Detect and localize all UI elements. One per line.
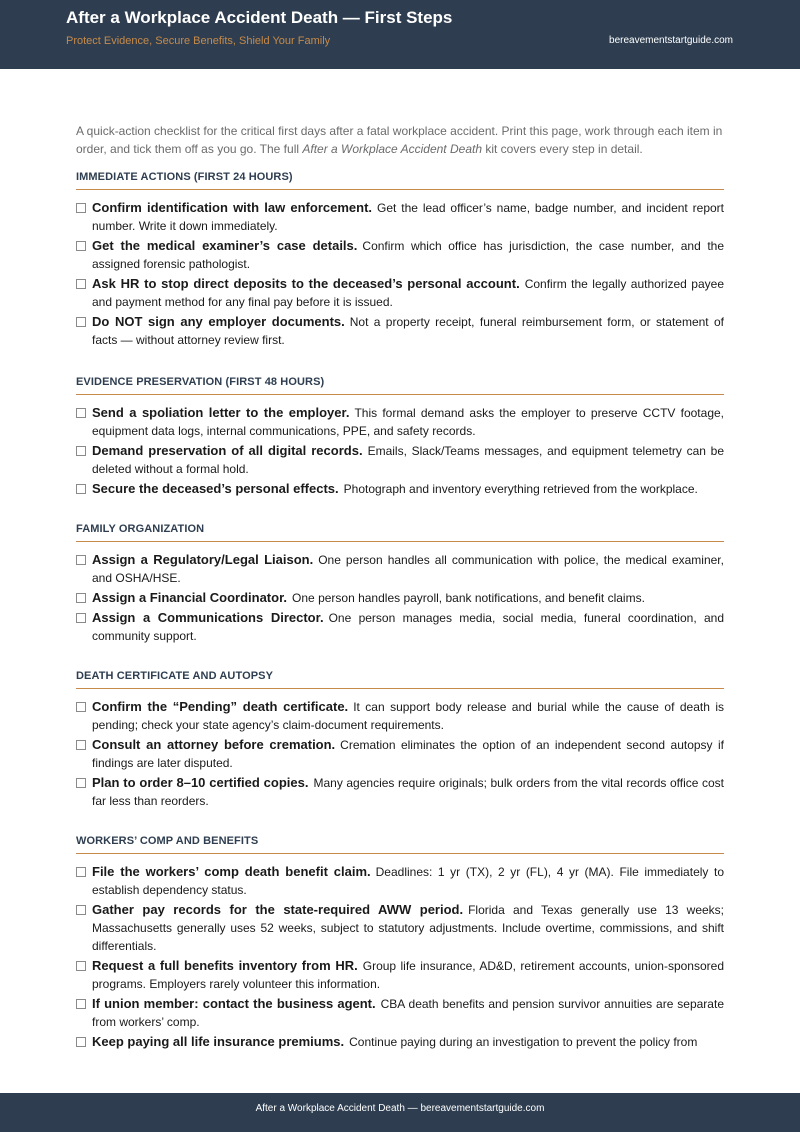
checklist-item-text (92, 609, 724, 645)
checklist-item-text (92, 237, 724, 273)
checklist-item-title: Do NOT sign any employer documents. (92, 314, 345, 329)
checklist-item (76, 551, 724, 587)
checkbox[interactable] (76, 867, 86, 877)
checklist-item-description: Get the lead officer’s name, badge number, and incident report number. Write it down immediately. (92, 201, 724, 233)
checklist-item-text (92, 774, 724, 810)
checklist-item-title: Send a spoliation letter to the employer. (92, 405, 350, 420)
intro-paragraph (76, 122, 724, 158)
checklist-item-description: Emails, Slack/Teams messages, and equipment telemetry can be deleted without a formal hold. (92, 444, 725, 476)
intro-text-2: kit covers every step in detail. (482, 142, 643, 156)
checklist-item-text (92, 863, 724, 899)
checklist-item (76, 275, 724, 311)
checklist-item-description: Many agencies require originals; bulk orders from the vital records office cost far less than reorders. (92, 776, 724, 808)
checklist-item-title: Ask HR to stop direct deposits to the deceased’s personal account. (92, 276, 520, 291)
checklist-item (76, 995, 724, 1031)
checklist-section (76, 522, 724, 647)
checklist-item-description: Continue paying during an investigation to prevent the policy from (349, 1035, 698, 1049)
checklist-item-title: File the workers’ comp death benefit claim. (92, 864, 371, 879)
checklist-section (76, 834, 724, 1053)
header-site-url: bereavementstartguide.com (609, 35, 733, 46)
checklist-item-title: Demand preservation of all digital records. (92, 443, 363, 458)
checklist-item-text (92, 736, 724, 772)
checklist-item-title: If union member: contact the business agent. (92, 996, 376, 1011)
checklist-item-description: Deadlines: 1 yr (TX), 2 yr (FL), 4 yr (MA). File immediately to establish dependency status. (92, 865, 724, 897)
checklist-item-text (92, 442, 724, 478)
checklist-item-title: Confirm the “Pending” death certificate. (92, 699, 349, 714)
checklist-item (76, 404, 724, 440)
checkbox[interactable] (76, 593, 86, 603)
checklist-item-description: It can support body release and burial while the cause of death is pending; check your state agency’s claim-document requirements. (92, 700, 724, 732)
checklist-item (76, 313, 724, 349)
page-footer (0, 1093, 800, 1132)
checklist-item (76, 736, 724, 772)
checklist-item-title: Confirm identification with law enforcement. (92, 200, 373, 215)
section-title: IMMEDIATE ACTIONS (FIRST 24 HOURS) (76, 171, 293, 183)
checklist-item-description: Confirm the legally authorized payee and payment method for any final pay before it is issued. (92, 277, 725, 309)
page-subtitle: Protect Evidence, Secure Benefits, Shield Your Family (66, 35, 331, 47)
section-divider (76, 853, 724, 854)
intro-kit-title: After a Workplace Accident Death (302, 142, 482, 156)
checklist-item-description: Not a property receipt, funeral reimbursement form, or statement of facts — without attorney review first. (92, 315, 724, 347)
checkbox[interactable] (76, 702, 86, 712)
section-divider (76, 189, 724, 190)
checklist-item-description: One person handles payroll, bank notifications, and benefit claims. (292, 591, 645, 605)
checklist-item-title: Consult an attorney before cremation. (92, 737, 336, 752)
footer-text: After a Workplace Accident Death — bereavementstartguide.com (255, 1103, 545, 1114)
checklist-item-text (92, 551, 724, 587)
checklist-item (76, 589, 724, 607)
section-divider (76, 541, 724, 542)
checklist-item-title: Request a full benefits inventory from HR. (92, 958, 358, 973)
checklist-item-description: CBA death benefits and pension survivor annuities are separate from workers’ comp. (92, 997, 724, 1029)
checkbox[interactable] (76, 778, 86, 788)
checklist-item-title: Gather pay records for the state-required AWW period. (92, 902, 464, 917)
checklist-item-text (92, 995, 724, 1031)
checkbox[interactable] (76, 1037, 86, 1047)
checklist-section (76, 375, 724, 500)
checkbox[interactable] (76, 203, 86, 213)
checklist-item-title: Keep paying all life insurance premiums. (92, 1034, 345, 1049)
checklist-item-title: Assign a Regulatory/Legal Liaison. (92, 552, 314, 567)
checklist-item (76, 698, 724, 734)
checklist-item-text (92, 589, 724, 607)
checkbox[interactable] (76, 446, 86, 456)
checklist-item-description: Confirm which office has jurisdiction, the case number, and the assigned forensic pathologist. (92, 239, 725, 271)
checklist-item (76, 237, 724, 273)
section-divider (76, 688, 724, 689)
checklist-item-text (92, 313, 724, 349)
checklist-item-description: One person manages media, social media, funeral coordination, and community support. (92, 611, 724, 643)
checklist-item-description: Photograph and inventory everything retrieved from the workplace. (343, 482, 698, 496)
checklist-section (76, 170, 724, 351)
checklist-item-description: Florida and Texas generally use 13 weeks; Massachusetts generally uses 52 weeks, subject to statutory adjustments. Include overtime, commissions, and shift differentials. (92, 903, 725, 953)
checklist-item (76, 442, 724, 478)
checklist-item-title: Plan to order 8–10 certified copies. (92, 775, 309, 790)
checklist-item-title: Secure the deceased’s personal effects. (92, 481, 339, 496)
intro-text-1: A quick-action checklist for the critical first days after a fatal workplace accident. Print this page, work through each item in order, and tick them off as you go. The full (76, 124, 723, 156)
section-divider (76, 394, 724, 395)
checklist-item-title: Get the medical examiner’s case details. (92, 238, 358, 253)
checkbox[interactable] (76, 999, 86, 1009)
section-title: FAMILY ORGANIZATION (76, 523, 205, 535)
checklist-item-description: Cremation eliminates the option of an independent second autopsy if findings are later disputed. (92, 738, 724, 770)
checklist-item-title: Assign a Communications Director. (92, 610, 324, 625)
checklist-item-text (92, 275, 724, 311)
checkbox[interactable] (76, 905, 86, 915)
checkbox[interactable] (76, 484, 86, 494)
checkbox[interactable] (76, 555, 86, 565)
page-title: After a Workplace Accident Death — First Steps (66, 8, 453, 27)
checklist-item (76, 609, 724, 645)
checklist-item-title: Assign a Financial Coordinator. (92, 590, 288, 605)
checklist-item-text (92, 698, 724, 734)
checklist-section (76, 669, 724, 812)
section-title: WORKERS’ COMP AND BENEFITS (76, 835, 259, 847)
checklist-item (76, 901, 724, 955)
checklist-item (76, 774, 724, 810)
checklist-item-text (92, 957, 724, 993)
checklist-item-text (92, 901, 724, 955)
checkbox[interactable] (76, 317, 86, 327)
checklist-item-description: This formal demand asks the employer to preserve CCTV footage, equipment data logs, internal communications, PPE, and safety records. (92, 406, 724, 438)
checklist-item-description: One person handles all communication with police, the medical examiner, and OSHA/HSE. (92, 553, 724, 585)
checklist-item (76, 863, 724, 899)
checklist-item (76, 199, 724, 235)
section-title: DEATH CERTIFICATE AND AUTOPSY (76, 670, 274, 682)
checkbox[interactable] (76, 279, 86, 289)
checklist-item (76, 480, 724, 498)
checkbox[interactable] (76, 740, 86, 750)
checklist-item-text (92, 1033, 724, 1051)
checkbox[interactable] (76, 961, 86, 971)
checklist-item-text (92, 199, 724, 235)
checkbox[interactable] (76, 613, 86, 623)
page-header (0, 0, 800, 69)
checklist-item-text (92, 404, 724, 440)
checkbox[interactable] (76, 241, 86, 251)
checklist-item-description: Group life insurance, AD&D, retirement accounts, union-sponsored programs. Employers rarely volunteer this information. (92, 959, 724, 991)
section-title: EVIDENCE PRESERVATION (FIRST 48 HOURS) (76, 376, 325, 388)
checkbox[interactable] (76, 408, 86, 418)
checklist-item (76, 957, 724, 993)
checklist-item (76, 1033, 724, 1051)
checklist-item-text (92, 480, 724, 498)
